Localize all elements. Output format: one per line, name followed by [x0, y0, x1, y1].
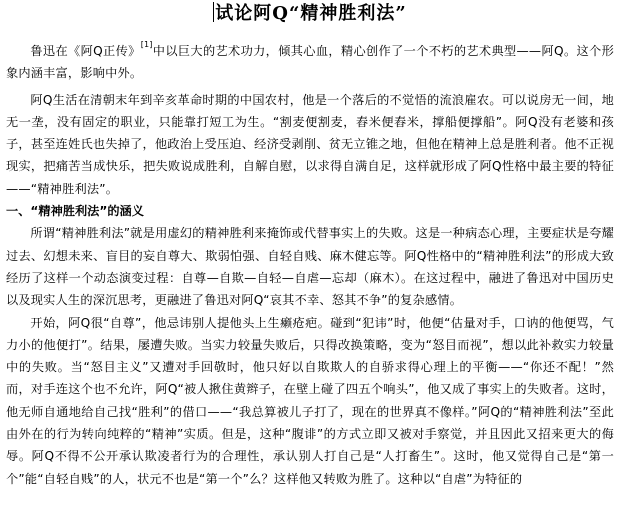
intro-text-end: 中以巨大的艺术功力，倾其心血，精心创作了一个不朽的艺术典型——阿Q。这个形象内涵丰富，影响中外。	[6, 44, 614, 81]
evolution-paragraph: 开始，阿Q很“自尊”，他忌讳别人提他头上生癞疮疤。碰到“犯讳”时，他便“估量对手，口讷的他便骂，气力小的他便打”。结果，屡遭失败。当实力较量失败后，只得改换策略，变为“怒目而视”，想以此补救实力较量中的失败。当“怒目主义”又遭对手回敬时，他只好以自欺欺人的自骄求得心理上的平衡——“你还不配！”然而，对手连这个也不允许，阿Q“被人揪住黄辫子，在壁上碰了四五个响头”，他又成了事实上的失败者。这时，他无师自通地给自己找“胜利”的借口——“我总算被儿子打了，现在的世界真不像样。”阿Q的“精神胜利法”至此由外在的行为转向纯粹的“精神”实质。但是，这种“腹诽”的方式立即又被对手察觉，并且因此又招来更大的侮辱。阿Q不得不公开承认欺凌者行为的合理性，承认别人打自己是“人打畜生”。这时，他又觉得自己是“第一个”能“自轻自贱”的人，状元不也是“第一个”么？这样他又转败为胜了。这种以“自虐”为特征的	[6, 315, 614, 486]
intro-paragraph	[6, 40, 614, 85]
essay-body	[6, 40, 614, 490]
background-paragraph: 阿Q生活在清朝末年到辛亥革命时期的中国农村，他是一个落后的不觉悟的流浪雇农。可以说房无一间，地无一垄，没有固定的职业，只能靠打短工为生。“割麦便割麦，舂米便舂米，撑船便撑船”。阿Q没有老婆和孩子，甚至连姓氏也失掉了，他政治上受压迫、经济受剥削、贫无立锥之地，但他在精神上总是胜利者。他不正视现实，把痛苦当成快乐，把失败说成胜利，自解自慰，以求得自满自足，这样就形成了阿Q性格中最主要的特征——“精神胜利法”。	[6, 92, 614, 196]
section-heading: 一、“精神胜利法”的涵义	[6, 204, 144, 219]
definition-paragraph: 所谓“精神胜利法”就是用虚幻的精神胜利来掩饰或代替事实上的失败。这是一种病态心理，主要症状是夸耀过去、幻想未来、盲目的妄自尊大、欺弱怕强、自轻自贱、麻木健忘等。阿Q性格中的“精神胜利法”的形成大致经历了这样一个动态演变过程：自尊—自欺—自轻—自虐—忘却（麻木）。在这过程中，融进了鲁迅对中国历史以及现实人生的深沉思考，更融进了鲁迅对阿Q“哀其不幸、怒其不争”的复杂感情。	[6, 226, 614, 308]
essay-title	[0, 2, 620, 26]
footnote-reference: [1]	[140, 40, 153, 49]
intro-text-start: 鲁迅在《阿Q正传》	[30, 44, 141, 58]
essay-title-text: 试论阿Q“精神胜利法”	[215, 3, 407, 24]
